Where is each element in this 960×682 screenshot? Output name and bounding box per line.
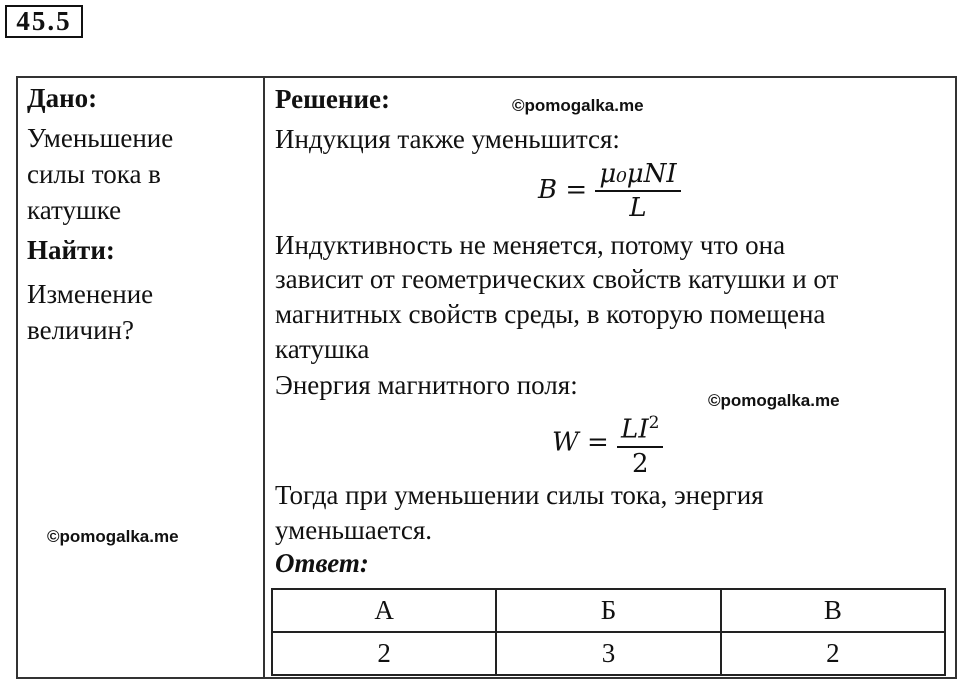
- watermark: ©pomogalka.me: [512, 96, 644, 115]
- watermark: ©pomogalka.me: [47, 527, 179, 546]
- find-line: Изменение: [27, 279, 154, 309]
- table-cell: 3: [496, 632, 720, 675]
- column-divider: [263, 76, 265, 679]
- given-line: катушке: [27, 195, 122, 225]
- formula-induction: [538, 158, 681, 224]
- problem-number: 45.5: [5, 5, 83, 38]
- solution-line: Индукция также уменьшится:: [275, 124, 620, 154]
- solution-heading: Решение:: [275, 84, 390, 114]
- numerator: $LI^2$: [617, 407, 663, 448]
- find-line: величин?: [27, 315, 134, 345]
- solution-line: катушка: [275, 334, 370, 364]
- formula-lhs: B =: [538, 175, 588, 205]
- denominator: L: [629, 193, 647, 223]
- table-cell: 2: [721, 632, 945, 675]
- solution-line: Тогда при уменьшении силы тока, энергия: [275, 480, 764, 510]
- table-header-cell: В: [721, 589, 945, 632]
- formula-energy: [552, 407, 663, 480]
- given-line: силы тока в: [27, 159, 161, 189]
- table-row: [272, 632, 945, 675]
- solution-line: зависит от геометрических свойств катушки и от: [275, 264, 839, 294]
- fraction: [595, 158, 680, 224]
- denominator: 2: [631, 448, 649, 479]
- table-row: [272, 589, 945, 632]
- given-heading: Дано:: [27, 83, 98, 113]
- answer-table: [271, 588, 946, 676]
- solution-line: уменьшается.: [275, 515, 433, 545]
- solution-line: Энергия магнитного поля:: [275, 370, 578, 400]
- solution-line: Индуктивность не меняется, потому что она: [275, 230, 786, 260]
- given-line: Уменьшение: [27, 123, 174, 153]
- solution-line: магнитных свойств среды, в которую помещена: [275, 299, 826, 329]
- given-column: [27, 80, 257, 348]
- find-heading: Найти:: [27, 235, 115, 265]
- numerator: μ₀μNI: [595, 158, 680, 192]
- table-cell: 2: [272, 632, 496, 675]
- watermark: ©pomogalka.me: [708, 391, 840, 410]
- fraction: [617, 407, 663, 480]
- formula-lhs: W =: [552, 427, 609, 458]
- table-header-cell: Б: [496, 589, 720, 632]
- table-header-cell: А: [272, 589, 496, 632]
- answer-heading: Ответ:: [275, 548, 369, 578]
